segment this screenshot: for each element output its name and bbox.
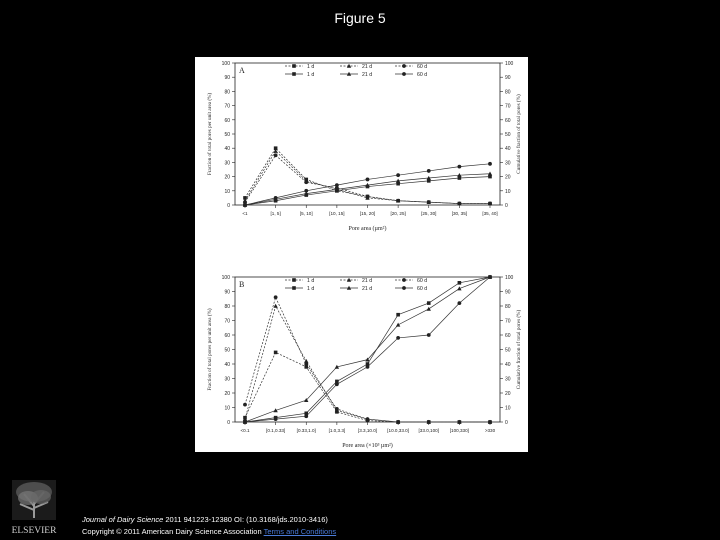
x-tick-label: [15, 20] (359, 211, 376, 216)
legend-marker (292, 64, 296, 68)
data-point (366, 178, 370, 182)
y-tick-label-right: 80 (505, 304, 511, 310)
chart-panel-a (206, 61, 522, 232)
data-point (335, 183, 339, 187)
data-point (488, 420, 492, 424)
y-tick-label-left: 50 (224, 132, 230, 138)
x-tick-label: [0.1,0.33] (266, 428, 286, 433)
y-tick-label-right: 10 (505, 188, 511, 195)
data-point (488, 162, 492, 166)
x-tick-label: <1 (242, 211, 248, 216)
legend-label: 1 d (307, 286, 315, 292)
y-tick-label-right: 0 (505, 203, 508, 209)
chart-panel-b (206, 275, 522, 449)
y-tick-label-right: 20 (505, 391, 511, 397)
data-point (427, 200, 431, 204)
terms-link[interactable]: Terms and Conditions (263, 527, 337, 536)
y-tick-label-left: 70 (224, 318, 230, 325)
x-axis-label: Pore area (×10³ µm²) (342, 443, 393, 449)
y-tick-label-right: 90 (505, 289, 511, 296)
legend-label: 1 d (307, 278, 315, 284)
data-point (274, 295, 278, 299)
y-axis-label-left: Fraction of total pores per unit area (%) (207, 92, 213, 176)
x-tick-label: [25, 30] (421, 211, 437, 216)
data-point (427, 169, 431, 173)
data-point (458, 281, 462, 285)
panel-label: B (239, 280, 245, 289)
y-tick-label-right: 50 (505, 132, 511, 138)
y-tick-label-right: 10 (505, 405, 511, 412)
series-cumulative-60d (243, 275, 492, 424)
data-point (396, 336, 400, 340)
y-tick-label-right: 40 (505, 362, 511, 368)
legend-label: 1 d (307, 72, 315, 78)
y-tick-label-left: 20 (224, 391, 230, 397)
series-cumulative-21d (243, 275, 492, 424)
y-tick-label-left: 60 (224, 117, 230, 124)
legend-marker (402, 286, 406, 290)
series-fraction-1d (243, 351, 492, 424)
data-point (304, 180, 308, 184)
data-point (274, 153, 278, 157)
y-tick-label-right: 80 (505, 89, 511, 96)
x-tick-label: [1.0,3.3] (328, 428, 346, 433)
x-tick-label: <0.1 (240, 428, 250, 433)
x-tick-label: >330 (484, 428, 496, 433)
legend-marker (402, 278, 406, 282)
y-axis-label-right: Cumulative fraction of total pores (%) (516, 94, 522, 174)
series-line (245, 277, 490, 422)
y-axis-label-left: Fraction of total pores per unit area (%) (207, 308, 213, 391)
y-tick-label-left: 20 (224, 174, 230, 181)
legend-marker (292, 278, 296, 282)
legend (285, 278, 427, 292)
data-point (274, 351, 278, 355)
legend-marker (292, 72, 296, 76)
y-tick-label-right: 60 (505, 333, 511, 339)
y-tick-label-left: 90 (224, 289, 230, 296)
data-point (366, 365, 370, 369)
data-point (488, 202, 492, 206)
y-tick-label-right: 100 (505, 275, 514, 281)
data-point (457, 301, 461, 305)
data-point (396, 420, 400, 424)
series-cumulative-1d (243, 275, 492, 424)
data-point (304, 362, 308, 366)
x-tick-label: [30, 35] (451, 211, 468, 216)
panel-label: A (239, 66, 245, 75)
figure-image (195, 57, 528, 452)
y-tick-label-right: 0 (505, 420, 508, 426)
citation-line (82, 514, 336, 526)
data-point (304, 414, 308, 418)
x-tick-label: [33.0,100] (418, 428, 439, 433)
citation-text: 2011 941223-12380 OI: (10.3168/jds.2010-3416) (163, 515, 328, 524)
y-tick-label-left: 10 (224, 405, 230, 412)
series-cumulative-21d (243, 172, 492, 207)
x-tick-label: [0.33,1.0] (296, 428, 316, 433)
data-point (396, 313, 400, 317)
y-tick-label-left: 80 (224, 304, 230, 310)
x-tick-label: [10, 15] (329, 211, 345, 216)
data-point (304, 189, 308, 193)
legend-marker (402, 72, 406, 76)
series-line (245, 277, 490, 422)
y-tick-label-left: 40 (224, 146, 230, 153)
x-tick-label: [35, 40] (482, 211, 498, 216)
y-tick-label-left: 60 (224, 333, 230, 339)
data-point (273, 304, 277, 308)
logo-text: ELSEVIER (11, 526, 57, 536)
y-tick-label-right: 20 (505, 174, 511, 181)
x-tick-label: [1, 5] (270, 211, 281, 216)
y-tick-label-right: 40 (505, 146, 511, 153)
x-tick-label: [100,330] (449, 428, 469, 433)
y-tick-label-left: 40 (224, 362, 230, 368)
data-point (396, 323, 400, 327)
data-point (427, 333, 431, 337)
data-point (243, 203, 247, 207)
elsevier-logo (6, 478, 62, 538)
footer (82, 514, 336, 538)
y-tick-label-left: 80 (224, 89, 230, 96)
data-point (243, 403, 247, 407)
legend (285, 64, 427, 78)
x-tick-label: [5, 10] (299, 211, 313, 216)
legend-label: 21 d (362, 286, 373, 292)
legend-marker (402, 64, 406, 68)
data-point (335, 382, 339, 386)
data-point (457, 202, 461, 206)
data-point (427, 420, 431, 424)
copyright-line (82, 526, 336, 538)
legend-label: 1 d (307, 64, 315, 70)
y-tick-label-left: 70 (224, 103, 230, 110)
legend-label: 21 d (362, 64, 373, 70)
y-tick-label-left: 100 (221, 275, 230, 281)
legend-label: 21 d (362, 278, 373, 284)
y-tick-label-right: 100 (505, 61, 514, 67)
data-point (396, 173, 400, 177)
x-tick-label: [3.3,10.0] (357, 428, 378, 433)
data-point (274, 196, 278, 200)
y-axis-label-right: Cumulative fraction of total pores (%) (516, 309, 522, 390)
data-point (243, 420, 247, 424)
x-axis-label: Pore area (µm²) (348, 226, 387, 232)
data-point (427, 307, 431, 311)
y-tick-label-right: 70 (505, 318, 511, 325)
legend-label: 60 d (417, 72, 428, 78)
y-tick-label-right: 60 (505, 117, 511, 124)
data-point (427, 301, 431, 305)
y-tick-label-right: 90 (505, 75, 511, 82)
data-point (457, 165, 461, 169)
x-tick-label: [20, 25] (390, 211, 406, 216)
copyright-text: Copyright © 2011 American Dairy Science Association (82, 527, 262, 536)
legend-label: 21 d (362, 72, 373, 78)
legend-label: 60 d (417, 286, 428, 292)
legend-label: 60 d (417, 64, 428, 70)
data-point (457, 420, 461, 424)
data-point (366, 417, 370, 421)
y-tick-label-left: 30 (224, 160, 230, 167)
series-line (245, 277, 490, 422)
data-point (457, 286, 461, 290)
legend-marker (292, 286, 296, 290)
y-tick-label-right: 70 (505, 103, 511, 110)
x-tick-label: [10.0,33.0] (387, 428, 409, 433)
y-tick-label-right: 30 (505, 160, 511, 167)
y-tick-label-left: 0 (227, 420, 230, 426)
data-point (274, 417, 278, 421)
journal-name: Journal of Dairy Science (82, 515, 164, 524)
data-point (488, 275, 492, 279)
y-tick-label-left: 50 (224, 347, 230, 354)
y-tick-label-right: 30 (505, 376, 511, 383)
y-tick-label-left: 10 (224, 188, 230, 195)
y-tick-label-left: 90 (224, 75, 230, 82)
y-tick-label-left: 100 (221, 61, 230, 67)
data-point (335, 407, 339, 411)
legend-label: 60 d (417, 278, 428, 284)
data-point (366, 195, 370, 199)
y-tick-label-left: 0 (227, 203, 230, 209)
data-point (396, 199, 400, 203)
y-tick-label-left: 30 (224, 376, 230, 383)
figure-title: Figure 5 (334, 10, 386, 26)
figure-charts (195, 57, 528, 452)
y-tick-label-right: 50 (505, 347, 511, 354)
